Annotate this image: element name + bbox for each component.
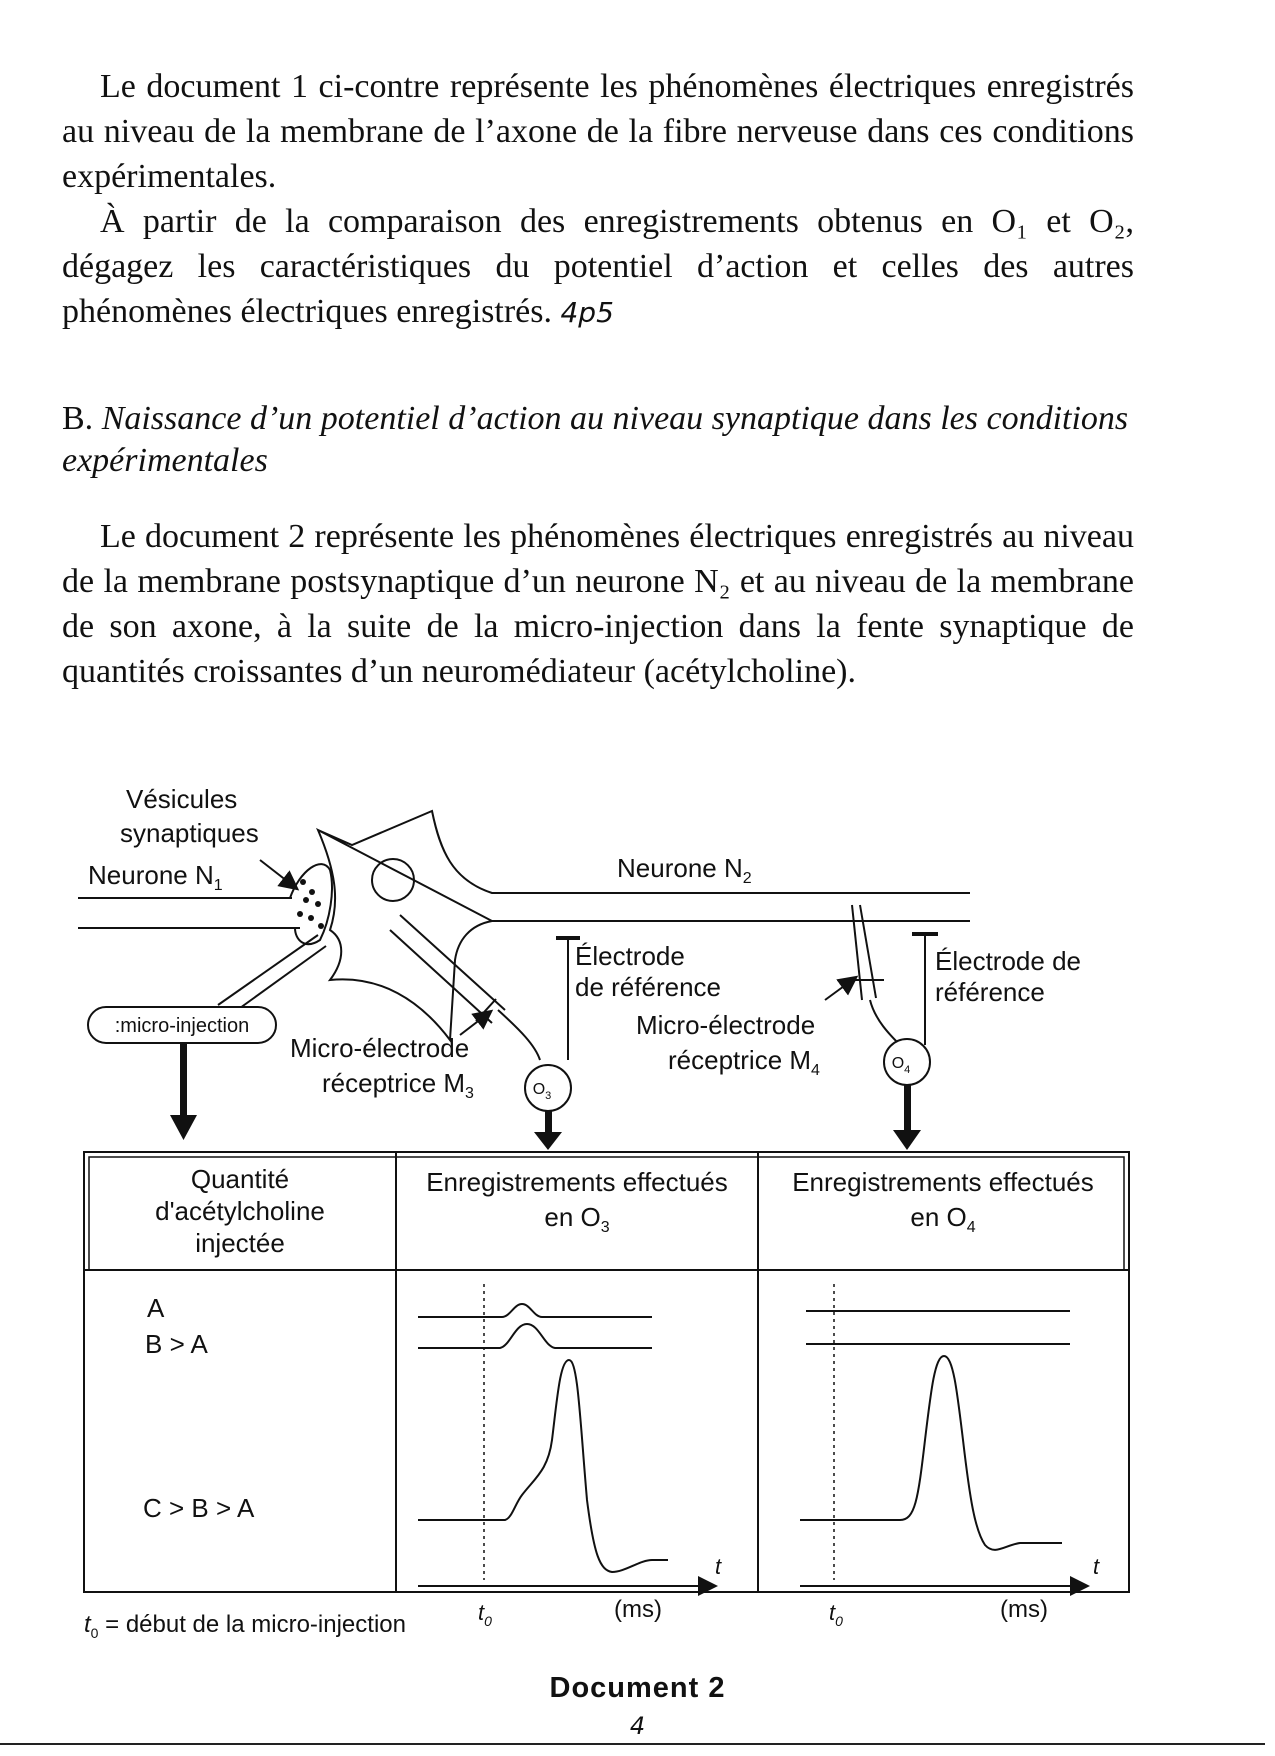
- o3-label: $O_3$: [532, 1081, 552, 1102]
- row-label-b: B > A: [145, 1329, 208, 1359]
- section-b-title: Naissance d’un potentiel d’action au niveau synaptique dans les conditions expérimentales: [62, 400, 1129, 479]
- col2-header-1: Enregistrements effectués: [426, 1167, 728, 1197]
- o4-label: $O_4$: [891, 1055, 911, 1076]
- o3-recordings: [418, 1284, 714, 1586]
- neurone-n1-label: Neurone $N_1$: [88, 860, 223, 894]
- col1-header-3: injectée: [195, 1228, 285, 1258]
- o3-trace-a: [418, 1304, 652, 1317]
- o3-unit-label: (ms): [614, 1596, 662, 1623]
- o4-unit-label: (ms): [1000, 1596, 1048, 1623]
- row-label-c: C > B > A: [143, 1493, 255, 1523]
- vesicles-arrow: [260, 860, 296, 888]
- o3-t0-label: $t_0$: [478, 1600, 492, 1629]
- page-number: 4: [629, 1712, 646, 1740]
- o3-axis-label: t: [715, 1554, 722, 1579]
- o4-recordings: [800, 1284, 1086, 1586]
- vesicules-label-1: Vésicules: [126, 784, 238, 814]
- col1-header-2: d'acétylcholine: [155, 1196, 325, 1226]
- col1-header-1: Quantité: [190, 1164, 290, 1194]
- handwritten-note: 4p5: [560, 296, 614, 329]
- row-label-a: A: [147, 1293, 165, 1323]
- micro-injection-pipette: [218, 935, 326, 1008]
- micro-injection-label: :micro-injection: [114, 1015, 250, 1037]
- paragraph-doc1-text: Le document 1 ci-contre représente les phénomènes électriques enregistrés au niveau de la membrane de l’axone de la fibre nerveuse dans ces conditions expérimentales.: [62, 68, 1134, 195]
- m4-arrow: [825, 978, 855, 1000]
- document-title: Document 2: [549, 1672, 726, 1704]
- o4-trace-c: [800, 1356, 1062, 1550]
- neurone-n2-label: Neurone $N_2$: [617, 853, 752, 887]
- paragraph-doc2-text: Le document 2 représente les phénomènes électriques enregistrés au niveau de la membrane postsynaptique d’un neurone N₂ et au niveau de la membrane de son axone, à la suite de la micro-injection dans la fente synaptique de quantités croissantes d’un neuromédiateur (acétylcholine).: [62, 518, 1134, 690]
- m3-label-1: Micro-électrode: [290, 1033, 470, 1063]
- vesicules-label-2: synaptiques: [120, 818, 259, 848]
- electrode-ref-1-label-2: de référence: [575, 972, 721, 1002]
- o3-trace-b: [418, 1324, 652, 1348]
- o3-trace-c: [418, 1360, 668, 1572]
- paragraph-question-text: À partir de la comparaison des enregistrements obtenus en O₁ et O₂, dégagez les caractéristiques du potentiel d’action et celles des autres phénomènes électriques enregistrés.: [62, 203, 1134, 330]
- electrode-ref-2-label-1: Électrode de: [935, 946, 1081, 976]
- neurone-n2-nucleus: [372, 859, 414, 901]
- electrode-ref-2-label-2: référence: [935, 977, 1045, 1007]
- col3-header-1: Enregistrements effectués: [792, 1167, 1094, 1197]
- m3-label-2: réceptrice $M_3$: [322, 1068, 474, 1102]
- footnote: $t_0$ = début de la micro-injection: [84, 1611, 406, 1641]
- electrode-ref-1-label-1: Électrode: [575, 941, 685, 971]
- col2-header-2: en $O_3$: [544, 1202, 610, 1236]
- o4-t0-label: $t_0$: [829, 1600, 843, 1629]
- bottom-rule: [0, 1743, 1265, 1745]
- synaptic-vesicles: [297, 879, 324, 929]
- m4-label-1: Micro-électrode: [636, 1010, 816, 1040]
- section-b-letter: B.: [62, 400, 94, 437]
- m4-label-2: réceptrice $M_4$: [668, 1045, 820, 1079]
- m3-arrow: [460, 1012, 490, 1035]
- o4-axis-label: t: [1093, 1554, 1100, 1579]
- micro-electrode-m4: [852, 905, 900, 1045]
- col3-header-2: en $O_4$: [910, 1202, 976, 1236]
